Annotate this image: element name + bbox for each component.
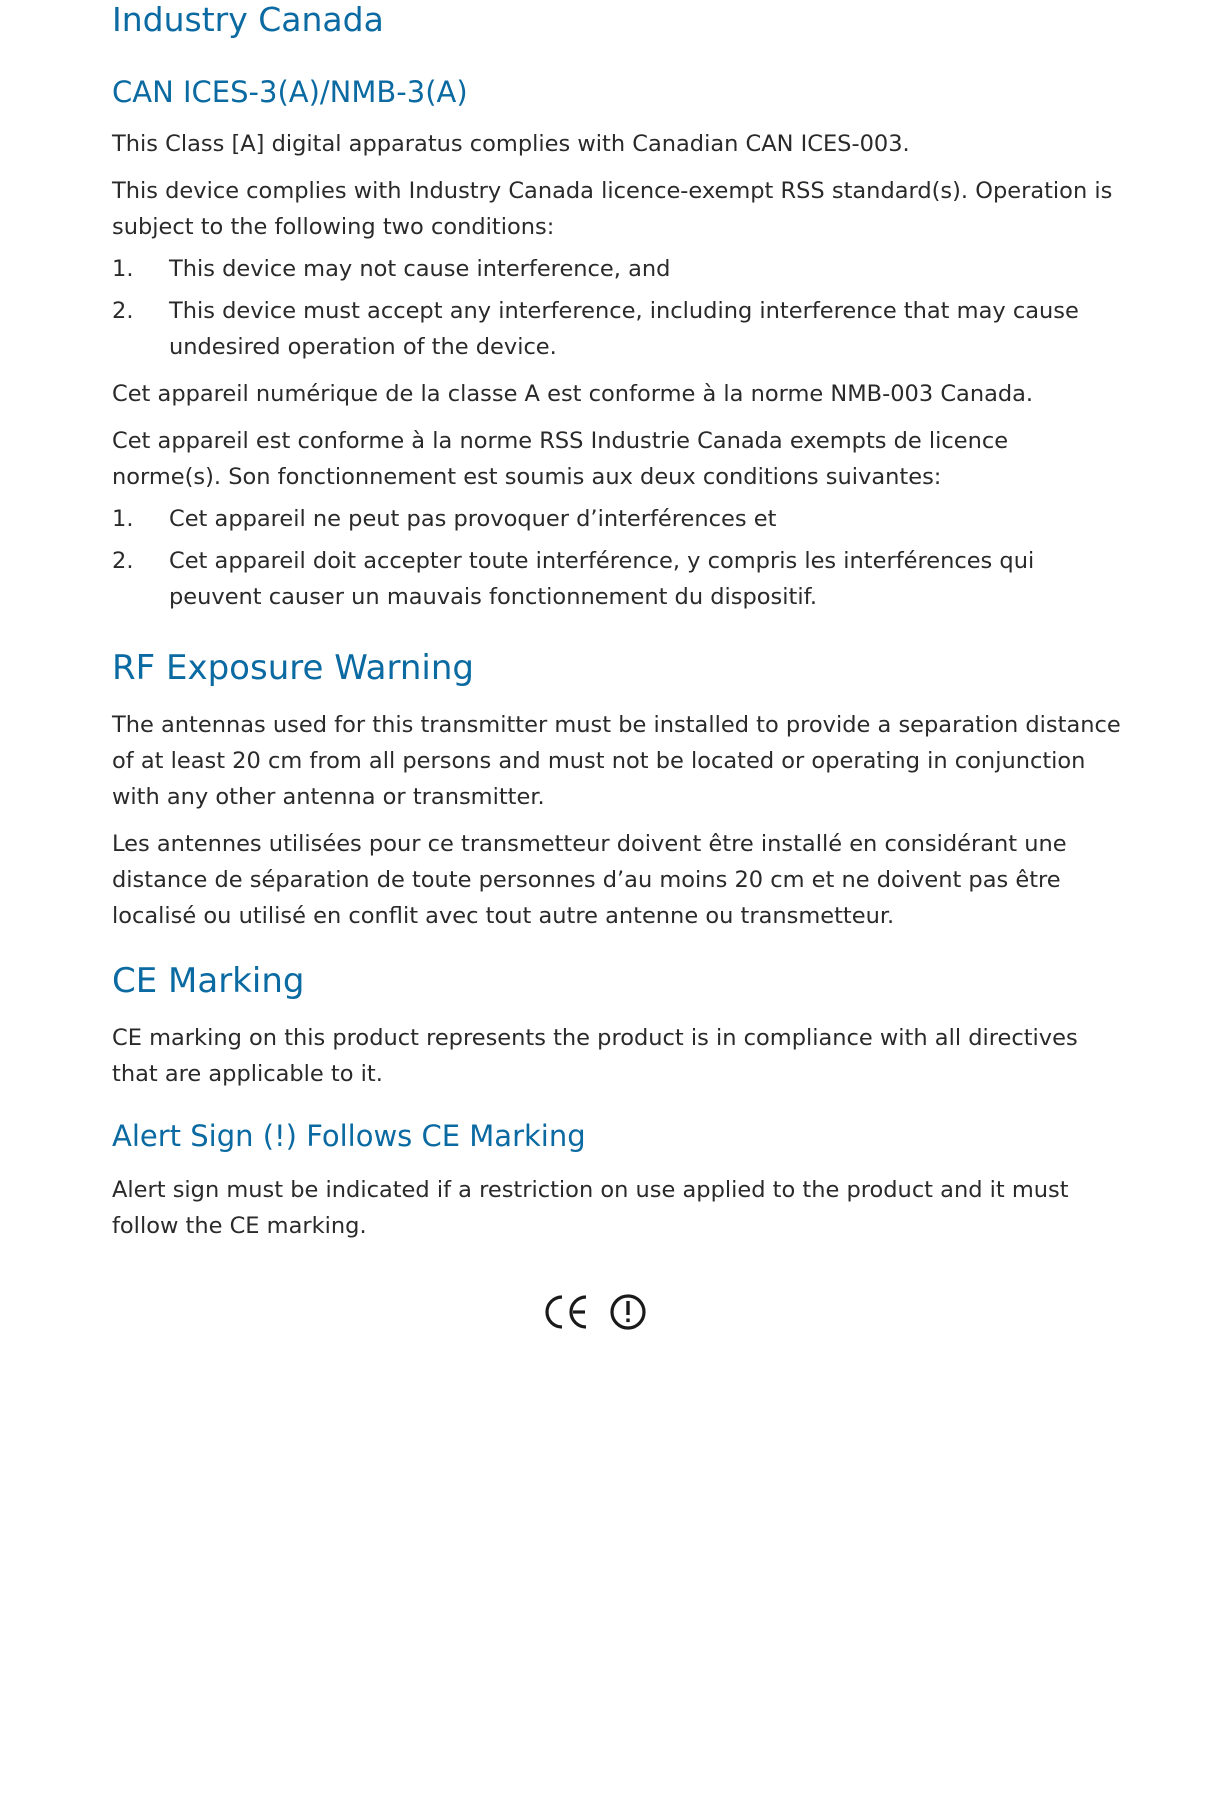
fr-class-paragraph: Cet appareil numérique de la classe A est conforme à la norme NMB-003 Canada. bbox=[112, 381, 1034, 407]
rf-exposure-heading: RF Exposure Warning bbox=[112, 648, 474, 688]
fr-rss-paragraph: Cet appareil est conforme à la norme RSS Industrie Canada exempts de licence norme(s). Son fonctionnement est soumis aux deux conditions suivantes: bbox=[112, 428, 1009, 490]
alert-sign-heading: Alert Sign (!) Follows CE Marking bbox=[112, 1119, 586, 1153]
alert-sign-paragraph: Alert sign must be indicated if a restriction on use applied to the product and it must follow the CE marking. bbox=[112, 1177, 1069, 1239]
list-number: 2. bbox=[112, 298, 134, 324]
ce-marking-paragraph: CE marking on this product represents the product is in compliance with all directives that are applicable to it. bbox=[112, 1025, 1078, 1087]
rss-compliance-paragraph: This device complies with Industry Canada licence-exempt RSS standard(s). Operation is subject to the following two conditions: bbox=[112, 178, 1113, 240]
list-number: 1. bbox=[112, 256, 134, 282]
ce-alert-marks-icon bbox=[540, 1288, 652, 1336]
list-text: This device must accept any interference, including interference that may cause undesired operation of the device. bbox=[169, 298, 1079, 360]
list-text: Cet appareil ne peut pas provoquer d’interférences et bbox=[169, 506, 777, 532]
list-text: This device may not cause interference, and bbox=[169, 256, 671, 282]
list-number: 2. bbox=[112, 548, 134, 574]
industry-canada-heading: Industry Canada bbox=[112, 0, 384, 39]
can-ices-subheading: CAN ICES-3(A)/NMB-3(A) bbox=[112, 75, 468, 109]
class-a-paragraph: This Class [A] digital apparatus complies with Canadian CAN ICES-003. bbox=[112, 131, 910, 157]
list-text: Cet appareil doit accepter toute interférence, y compris les interférences qui peuvent causer un mauvais fonctionnement du dispositif. bbox=[169, 548, 1035, 610]
list-item bbox=[112, 543, 1122, 615]
compliance-marks bbox=[112, 1288, 1122, 1340]
ce-marking-heading: CE Marking bbox=[112, 961, 305, 1001]
list-item bbox=[112, 251, 1122, 287]
alert-sign-icon bbox=[612, 1296, 644, 1328]
list-number: 1. bbox=[112, 506, 134, 532]
rf-exposure-paragraph-fr: Les antennes utilisées pour ce transmetteur doivent être installé en considérant une distance de séparation de toute personnes d’au moins 20 cm et ne doivent pas être localisé ou utilisé en conflit avec tout autre antenne ou transmetteur. bbox=[112, 831, 1067, 929]
conditions-list-en bbox=[112, 251, 1122, 365]
rf-exposure-paragraph-en: The antennas used for this transmitter must be installed to provide a separation distance of at least 20 cm from all persons and must not be located or operating in conjunction with any other antenna or transmitter. bbox=[112, 712, 1121, 810]
document-content bbox=[112, 0, 1122, 1340]
conditions-list-fr bbox=[112, 501, 1122, 615]
list-item bbox=[112, 293, 1122, 365]
list-item bbox=[112, 501, 1122, 537]
ce-mark-icon bbox=[547, 1297, 586, 1327]
